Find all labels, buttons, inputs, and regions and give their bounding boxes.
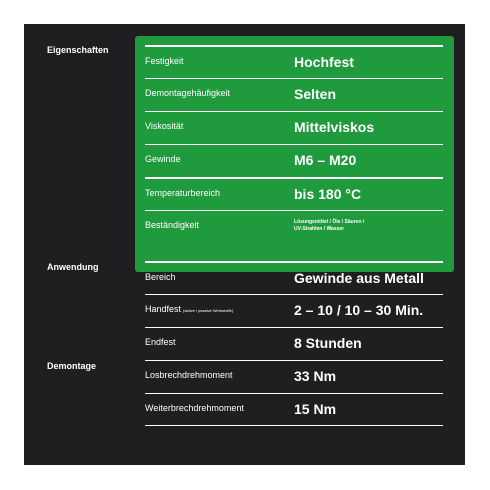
disassembly-label: Weiterbrechdrehmoment xyxy=(145,403,244,413)
disassembly-value: 15 Nm xyxy=(294,401,337,417)
property-label: Demontagehäufigkeit xyxy=(145,88,231,98)
property-row xyxy=(145,45,443,78)
section-demontage: Demontage xyxy=(47,361,97,371)
property-label: Beständigkeit xyxy=(145,220,200,230)
disassembly-value: 33 Nm xyxy=(294,368,337,384)
disassembly-row xyxy=(145,360,443,393)
application-row xyxy=(145,327,443,360)
resistance-line-1: Lösungsmittel / Öle / Säuren / xyxy=(294,219,365,225)
application-value: 2 – 10 / 10 – 30 Min. xyxy=(294,302,424,318)
property-value: Mittelviskos xyxy=(294,119,375,135)
section-anwendung: Anwendung xyxy=(47,262,99,272)
handfest-sublabel: (aktive / passive Werkstoffe) xyxy=(183,308,234,313)
property-row xyxy=(145,210,443,243)
property-value: Hochfest xyxy=(294,54,354,70)
resistance-line-2: UV-Strahlen / Wasser xyxy=(294,226,345,232)
application-row xyxy=(145,294,443,327)
property-row xyxy=(145,144,443,177)
application-value: 8 Stunden xyxy=(294,335,362,351)
property-row xyxy=(145,111,443,144)
property-label: Viskosität xyxy=(145,121,184,131)
property-value: bis 180 °C xyxy=(294,186,362,202)
property-label: Gewinde xyxy=(145,154,181,164)
property-label: Festigkeit xyxy=(145,56,184,66)
property-value: M6 – M20 xyxy=(294,152,357,168)
product-spec-panel xyxy=(24,24,465,465)
disassembly-label: Losbrechdrehmoment xyxy=(145,370,233,380)
property-label: Temperaturbereich xyxy=(145,188,221,198)
property-row xyxy=(145,177,443,210)
section-eigenschaften: Eigenschaften xyxy=(47,45,109,55)
application-row xyxy=(145,261,443,294)
property-value: Selten xyxy=(294,86,337,102)
property-value xyxy=(294,219,404,233)
application-value: Gewinde aus Metall xyxy=(294,270,424,286)
property-row xyxy=(145,78,443,111)
application-label xyxy=(145,304,233,314)
application-label: Bereich xyxy=(145,272,176,282)
application-table xyxy=(145,261,443,426)
properties-table xyxy=(145,45,443,243)
application-label: Endfest xyxy=(145,337,176,347)
handfest-label: Handfest xyxy=(145,304,182,314)
disassembly-row xyxy=(145,393,443,426)
